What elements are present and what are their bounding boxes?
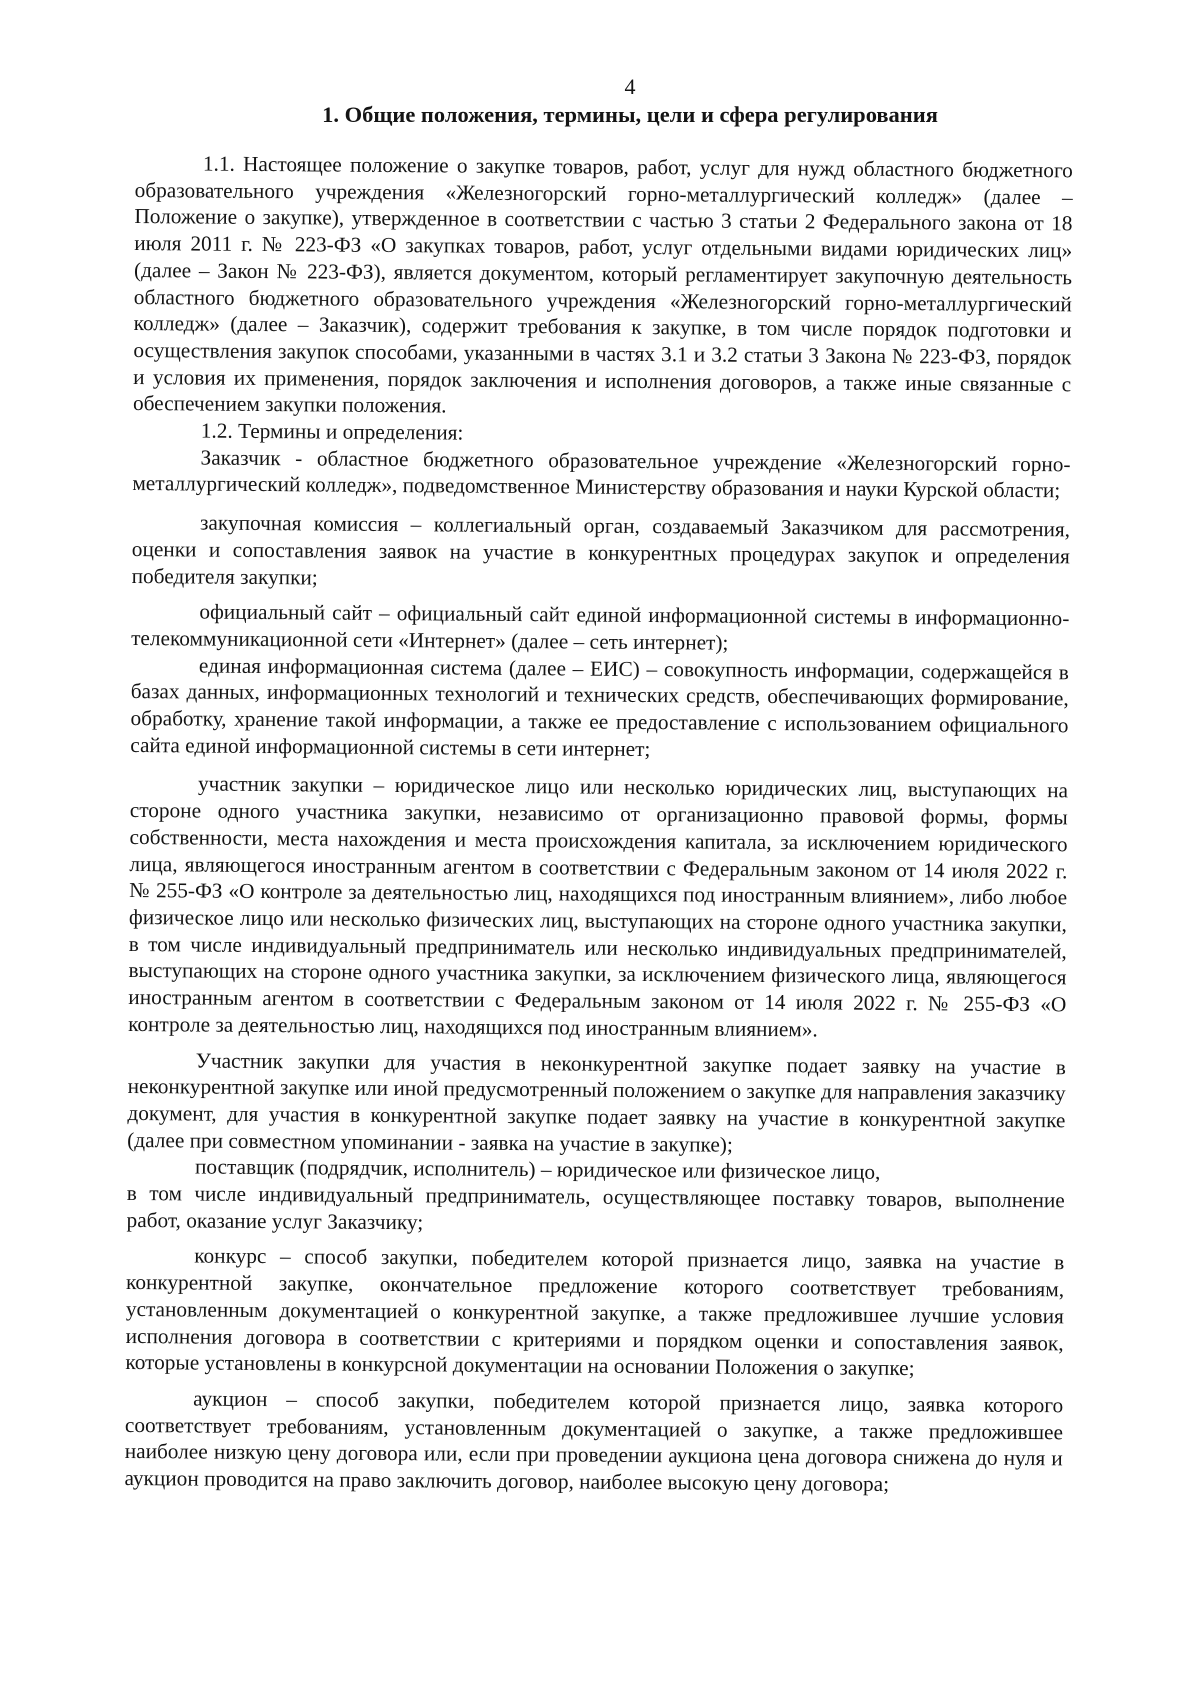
page-number: 4 (624, 74, 636, 99)
paragraph-1-1: 1.1. Настоящее положение о закупке товаров, работ, услуг для нужд областного бюджетного образовательного учреждения «Железногорский горно-металлургический колледж» (далее – Положение о закупке), утвержденное в соответствии с частью 3 статьи 2 Федерального закона от 18 июля 2011 г. № 223-ФЗ «О закупках товаров, работ, услуг отдельными видами юридических лиц» (далее – Закон № 223-ФЗ), является документом, который регламентирует закупочную деятельность областного бюджетного образовательного учреждения «Железногорский горно-металлургический колледж» (далее – Заказчик), содержит требования к закупке, в том числе порядок подготовки и осуществления закупок способами, указанными в частях 3.1 и 3.2 статьи 3 Закона № 223-ФЗ, порядок и условия их применения, порядок заключения и исполнения договоров, а также иные связанные с обеспечением закупки положения. (132, 151, 1073, 418)
definition-supplier-continued: в том числе индивидуальный предприниматель, осуществляющее поставку товаров, выполнение работ, оказание услуг Заказчику; (126, 1180, 1065, 1235)
document-body (124, 150, 1073, 1499)
section-heading: 1. Общие положения, термины, цели и сфера регулирования (322, 102, 938, 127)
definition-auction: аукцион – способ закупки, победителем которой признается лицо, заявка которого соответствует требованиям, установленным документацией о закупке, а также предложившее наиболее низкую цену договора или, если при проведении аукциона цена договора снижена до нуля и аукцион проводится на право заключить договор, наиболее высокую цену договора; (124, 1386, 1064, 1497)
paragraph-participant-application: Участник закупки для участия в неконкурентной закупке подает заявку на участие в неконкурентной закупке или иной предусмотренный положением о закупке для направления заказчику документ, для участия в конкурентной закупке подает заявку на участие в конкурентной закупке (далее при совместном упоминании - заявка на участие в закупке); (127, 1048, 1066, 1157)
definition-customer: Заказчик - областное бюджетного образовательное учреждение «Железногорский горно-металлургический колледж», подведомственное Министерству образования и науки Курской области; (132, 445, 1071, 503)
definition-supplier: поставщик (подрядчик, исполнитель) – юридическое или физическое лицо, (194, 1154, 881, 1185)
definition-procurement-participant: участник закупки – юридическое лицо или несколько юридических лиц, выступающих на стороне одного участника закупки, независимо от организационно правовой формы, формы собственности, места нахождения и места происхождения капитала, за исключением юридического лица, являющегося иностранным агентом в соответствии с Федеральным законом от 14 июля 2022 г. № 255-ФЗ «О контроле за деятельностью лиц, находящихся под иностранным влиянием», либо любое физическое лицо или несколько физических лиц, выступающих на стороне одного участника закупки, в том числе индивидуальный предприниматель или несколько индивидуальных предпринимателей, выступающих на стороне одного участника закупки, за исключением физического лица, являющегося иностранным агентом в соответствии с Федеральным законом от 14 июля 2022 г. № 255-ФЗ «О контроле за деятельностью лиц, находящихся под иностранным влиянием». (128, 771, 1069, 1042)
definition-competition: конкурс – способ закупки, победителем которой признается лицо, заявка на участие в конкурентной закупке, окончательное предложение которого соответствует требованиям, установленным документацией о конкурентной закупке, а также предложившее лучшие условия исполнения договора в соответствии с критериями и порядком оценки и сопоставления заявок, которые установлены в конкурсной документации на основании Положения о закупке; (125, 1243, 1065, 1381)
definition-official-site: официальный сайт – официальный сайт единой информационной системы в информационно-телекоммуникационной сети «Интернет» (далее – сеть интернет); (131, 599, 1070, 655)
definition-procurement-commission: закупочная комиссия – коллегиальный орган, создаваемый Заказчиком для рассмотрения, оценки и сопоставления заявок на участие в конкурентных процедурах закупок и определения победителя закупки; (131, 510, 1071, 589)
definition-eis: единая информационная система (далее – ЕИС) – совокупность информации, содержащейся в базах данных, информационных технологий и технических средств, обеспечивающих формирование, обработку, хранение такой информации, а также ее предоставление с использованием официального сайта единой информационной системы в сети интернет; (130, 653, 1070, 761)
paragraph-1-2: 1.2. Термины и определения: (200, 418, 464, 445)
